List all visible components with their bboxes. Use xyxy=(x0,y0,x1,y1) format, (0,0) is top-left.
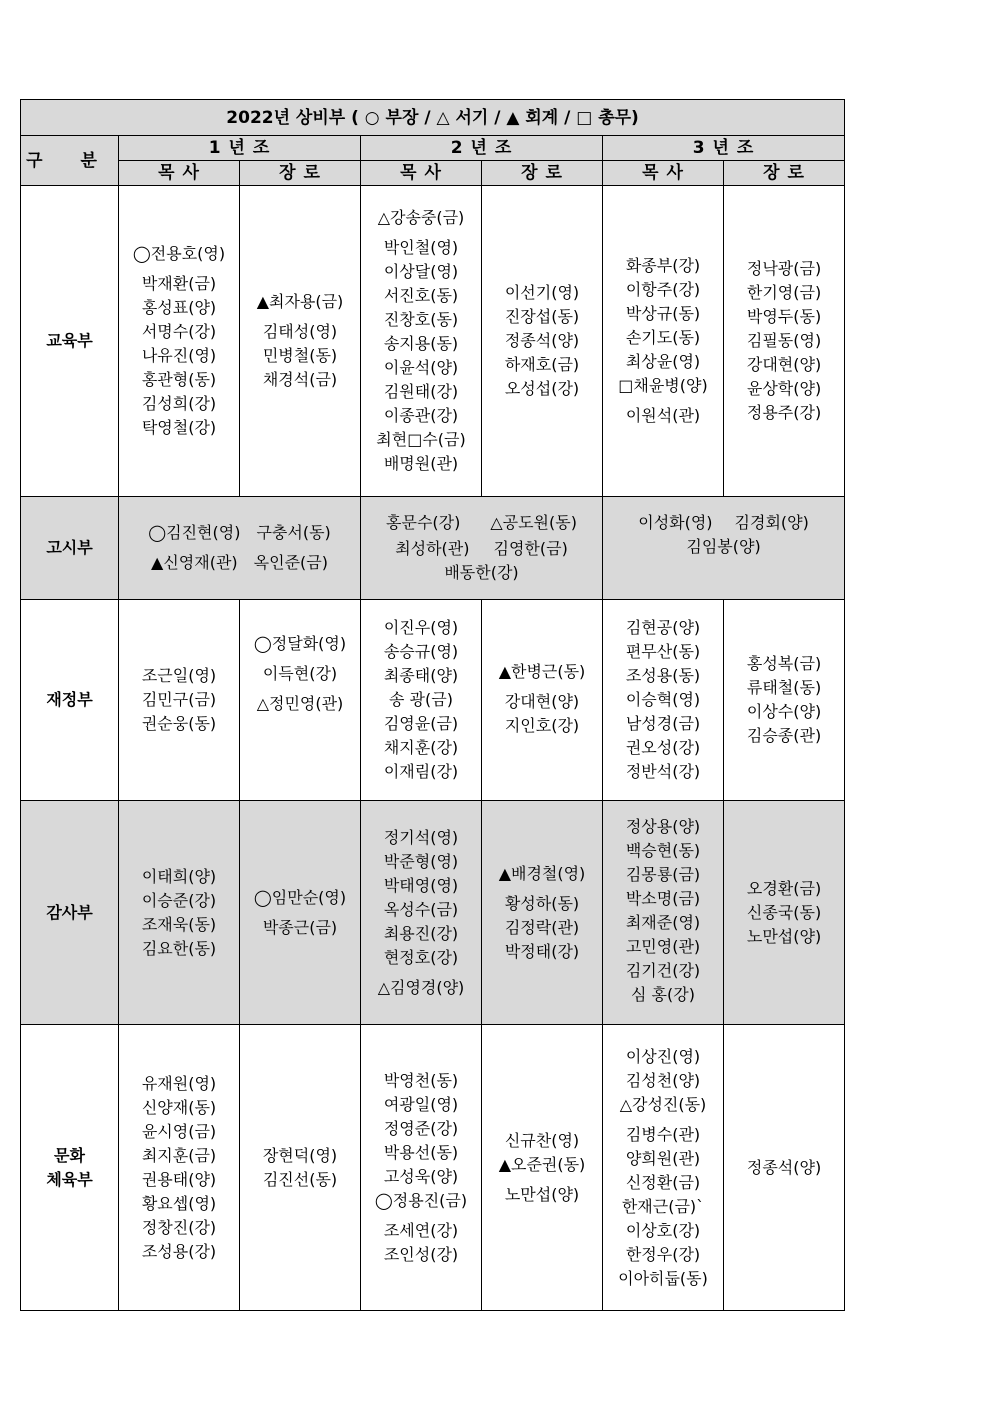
finance-y2-moksa xyxy=(361,600,482,801)
list-item: 박영천(동) xyxy=(383,1070,459,1090)
finance-y3-moksa xyxy=(603,600,724,801)
list-item: 최지훈(금) xyxy=(141,1145,217,1165)
list-item: 권오성(강) xyxy=(625,738,701,757)
list-item: ▲배경철(영) xyxy=(498,864,586,883)
audit-y2-moksa xyxy=(361,801,482,1025)
list-item: ▲한병근(동) xyxy=(498,662,586,681)
dept-culture-line2: 체육부 xyxy=(46,1169,93,1189)
list-item: 이성화(영) xyxy=(638,513,713,532)
list-item: 한재근(금)` xyxy=(621,1196,705,1216)
list-item: 채경석(금) xyxy=(262,370,338,389)
exam-year3 xyxy=(603,497,845,600)
dept-education: 교육부 xyxy=(21,186,119,497)
culture-y2-jangro xyxy=(482,1025,603,1311)
list-item: 한기영(금) xyxy=(746,283,822,302)
list-item: 홍문수(강) xyxy=(386,513,461,532)
education-y1-jangro xyxy=(240,186,361,497)
list-item: 이득현(강) xyxy=(262,664,338,683)
list-item: 이항주(강) xyxy=(625,280,701,299)
audit-y1-moksa xyxy=(119,801,240,1025)
list-item: 김요한(동) xyxy=(141,938,217,958)
list-item: 김몽룡(금) xyxy=(625,865,701,884)
list-item: 김태성(영) xyxy=(262,322,338,341)
list-item: 이아히둡(동) xyxy=(618,1268,708,1288)
list-item: ◯정용진(금) xyxy=(374,1190,468,1210)
list-item: 최재준(영) xyxy=(625,913,701,932)
y1-moksa-header: 목 사 xyxy=(119,161,240,186)
list-item: △강송중(금) xyxy=(377,208,465,227)
list-item: 송지용(동) xyxy=(383,334,459,353)
list-item: 양희원(관) xyxy=(625,1148,701,1168)
list-item: 진창호(동) xyxy=(383,310,459,329)
list-item: 진장섭(동) xyxy=(504,307,580,326)
gubun-header: 구 분 xyxy=(21,136,119,186)
list-item: 서진호(동) xyxy=(383,286,459,305)
list-item: △김영경(양) xyxy=(377,977,465,997)
list-item: 이진우(영) xyxy=(383,618,459,637)
dept-exam: 고시부 xyxy=(21,497,119,600)
list-item: 백승현(동) xyxy=(625,841,701,860)
list-item: 박상규(동) xyxy=(625,304,701,323)
list-item: 권용태(양) xyxy=(141,1169,217,1189)
dept-finance: 재정부 xyxy=(21,600,119,801)
list-item: 이태희(양) xyxy=(141,866,217,886)
list-item: 박용선(동) xyxy=(383,1142,459,1162)
audit-row xyxy=(21,801,845,1025)
list-item: 조인성(강) xyxy=(383,1244,459,1264)
list-item: 구충서(동) xyxy=(256,523,331,542)
list-item: ◯전용호(영) xyxy=(132,244,226,263)
list-item: 심 홍(강) xyxy=(631,985,695,1004)
list-item: 최상윤(영) xyxy=(625,352,701,371)
list-item: 유재원(영) xyxy=(141,1073,217,1093)
list-item: 이상진(영) xyxy=(625,1046,701,1066)
list-item: 신정환(금) xyxy=(625,1172,701,1192)
education-y3-moksa xyxy=(603,186,724,497)
list-item: 현정호(강) xyxy=(383,947,459,967)
year2-header: 2 년 조 xyxy=(361,136,603,161)
list-item: 강대현(양) xyxy=(504,692,580,711)
list-item: 배명원(관) xyxy=(383,454,459,473)
title-row xyxy=(21,100,845,136)
exam-year1 xyxy=(119,497,361,600)
list-item: 권순웅(동) xyxy=(141,714,217,733)
list-item: 한정우(강) xyxy=(625,1244,701,1264)
list-item: 정창진(강) xyxy=(141,1217,217,1237)
list-item: 노만섭(양) xyxy=(746,926,822,946)
education-y2-moksa xyxy=(361,186,482,497)
audit-y3-jangro xyxy=(724,801,845,1025)
finance-y2-jangro xyxy=(482,600,603,801)
culture-y1-jangro xyxy=(240,1025,361,1311)
list-item: 고성욱(양) xyxy=(383,1166,459,1186)
list-item: 정종석(양) xyxy=(504,331,580,350)
list-item: 박정태(강) xyxy=(504,942,580,961)
list-item: 송승규(영) xyxy=(383,642,459,661)
audit-y1-jangro xyxy=(240,801,361,1025)
dept-audit: 감사부 xyxy=(21,801,119,1025)
list-item: 이승준(강) xyxy=(141,890,217,910)
list-item: 정종석(양) xyxy=(746,1157,822,1177)
list-item: 강대현(양) xyxy=(746,355,822,374)
list-item: 황요셉(영) xyxy=(141,1193,217,1213)
list-item: 정기석(영) xyxy=(383,827,459,847)
list-item: 나유진(영) xyxy=(141,346,217,365)
y2-jangro-header: 장 로 xyxy=(482,161,603,186)
list-item: ▲오준권(동) xyxy=(498,1154,586,1174)
list-item: 김민구(금) xyxy=(141,690,217,709)
list-item: 옥성수(금) xyxy=(383,899,459,919)
list-item: 최현□수(금) xyxy=(376,430,466,449)
list-item: 김성천(양) xyxy=(625,1070,701,1090)
list-item: 편무산(동) xyxy=(625,642,701,661)
list-item: 조근일(영) xyxy=(141,666,217,685)
finance-y1-moksa xyxy=(119,600,240,801)
list-item: 박준형(영) xyxy=(383,851,459,871)
finance-row xyxy=(21,600,845,801)
y2-moksa-header: 목 사 xyxy=(361,161,482,186)
culture-row xyxy=(21,1025,845,1311)
list-item: 최성하(관) xyxy=(395,539,470,558)
dept-culture xyxy=(21,1025,119,1311)
list-item: 박종근(금) xyxy=(262,917,338,937)
list-item: 김현공(양) xyxy=(625,618,701,637)
role-header-row xyxy=(21,161,845,186)
list-item: 조세연(강) xyxy=(383,1220,459,1240)
list-item: 장현덕(영) xyxy=(262,1145,338,1165)
list-item: 손기도(동) xyxy=(625,328,701,347)
list-item: △공도원(동) xyxy=(490,513,577,532)
list-item: 최종태(양) xyxy=(383,666,459,685)
list-item: 정반석(강) xyxy=(625,762,701,781)
year1-header: 1 년 조 xyxy=(119,136,361,161)
list-item: 신종국(동) xyxy=(746,902,822,922)
list-item: 이윤석(양) xyxy=(383,358,459,377)
list-item: 조재욱(동) xyxy=(141,914,217,934)
education-y3-jangro xyxy=(724,186,845,497)
list-item: ◯임만순(영) xyxy=(253,887,347,907)
table-title: 2022년 상비부 ( ○ 부장 / △ 서기 / ▲ 회계 / □ 총무) xyxy=(21,100,845,136)
list-item: 김임봉(양) xyxy=(686,537,761,556)
exam-year2 xyxy=(361,497,603,600)
list-item: 김진선(동) xyxy=(262,1169,338,1189)
y1-jangro-header: 장 로 xyxy=(240,161,361,186)
list-item: 정상용(양) xyxy=(625,817,701,836)
list-item: 이상호(강) xyxy=(625,1220,701,1240)
list-item: 김승종(관) xyxy=(746,726,822,745)
list-item: 박소명(금) xyxy=(625,889,701,908)
dept-culture-line1: 문화 xyxy=(54,1145,85,1165)
list-item: 박태영(영) xyxy=(383,875,459,895)
list-item: 윤상학(양) xyxy=(746,379,822,398)
list-item: 박재환(금) xyxy=(141,274,217,293)
list-item: 정낙광(금) xyxy=(746,259,822,278)
list-item: 윤시영(금) xyxy=(141,1121,217,1141)
list-item: 채지훈(강) xyxy=(383,738,459,757)
finance-y3-jangro xyxy=(724,600,845,801)
list-item: 김경회(양) xyxy=(734,513,809,532)
list-item: 김병수(관) xyxy=(625,1124,701,1144)
list-item: 여광일(영) xyxy=(383,1094,459,1114)
list-item: 이종관(강) xyxy=(383,406,459,425)
list-item: 이선기(영) xyxy=(504,283,580,302)
list-item: 김정락(관) xyxy=(504,918,580,937)
list-item: 하재호(금) xyxy=(504,355,580,374)
list-item: 정영준(강) xyxy=(383,1118,459,1138)
list-item: 류태철(동) xyxy=(746,678,822,697)
list-item: 이원석(관) xyxy=(625,406,701,425)
list-item: 화종부(강) xyxy=(625,256,701,275)
culture-y3-jangro xyxy=(724,1025,845,1311)
year3-header: 3 년 조 xyxy=(603,136,845,161)
list-item: 김필동(영) xyxy=(746,331,822,350)
list-item: 정용주(강) xyxy=(746,403,822,422)
list-item: ▲신영재(관) xyxy=(151,553,238,572)
culture-y3-moksa xyxy=(603,1025,724,1311)
y3-jangro-header: 장 로 xyxy=(724,161,845,186)
education-row xyxy=(21,186,845,497)
list-item: 박인철(영) xyxy=(383,238,459,257)
list-item: △강성진(동) xyxy=(619,1094,707,1114)
list-item: 홍관형(동) xyxy=(141,370,217,389)
list-item: 최용진(강) xyxy=(383,923,459,943)
list-item: 고민영(관) xyxy=(625,937,701,956)
audit-y3-moksa xyxy=(603,801,724,1025)
list-item: 배동한(강) xyxy=(444,563,519,582)
list-item: 이상수(양) xyxy=(746,702,822,721)
list-item: 김성희(강) xyxy=(141,394,217,413)
list-item: 신양재(동) xyxy=(141,1097,217,1117)
list-item: 지인호(강) xyxy=(504,716,580,735)
list-item: 옥인준(금) xyxy=(253,553,328,572)
list-item: 박영두(동) xyxy=(746,307,822,326)
education-y1-moksa xyxy=(119,186,240,497)
list-item: 조성용(동) xyxy=(625,666,701,685)
list-item: 서명수(강) xyxy=(141,322,217,341)
committee-table xyxy=(20,99,845,1311)
list-item: 남성경(금) xyxy=(625,714,701,733)
list-item: 김영윤(금) xyxy=(383,714,459,733)
year-header-row xyxy=(21,136,845,161)
list-item: 이재림(강) xyxy=(383,762,459,781)
list-item: ◯김진현(영) xyxy=(148,523,241,542)
y3-moksa-header: 목 사 xyxy=(603,161,724,186)
list-item: 김기건(강) xyxy=(625,961,701,980)
list-item: ◯정달화(영) xyxy=(253,634,347,653)
list-item: 홍성복(금) xyxy=(746,654,822,673)
culture-y1-moksa xyxy=(119,1025,240,1311)
exam-row xyxy=(21,497,845,600)
list-item: 오성섭(강) xyxy=(504,379,580,398)
finance-y1-jangro xyxy=(240,600,361,801)
list-item: 오경환(금) xyxy=(746,878,822,898)
audit-y2-jangro xyxy=(482,801,603,1025)
list-item: 송 광(금) xyxy=(389,690,453,709)
culture-y2-moksa xyxy=(361,1025,482,1311)
list-item: 노만섭(양) xyxy=(504,1184,580,1204)
list-item: 이상달(영) xyxy=(383,262,459,281)
list-item: 홍성표(양) xyxy=(141,298,217,317)
education-y2-jangro xyxy=(482,186,603,497)
list-item: 황성하(동) xyxy=(504,894,580,913)
list-item: △정민영(관) xyxy=(256,694,344,713)
list-item: 신규찬(영) xyxy=(504,1130,580,1150)
list-item: 김원태(강) xyxy=(383,382,459,401)
list-item: 조성용(강) xyxy=(141,1241,217,1261)
list-item: □채윤병(양) xyxy=(618,376,708,395)
list-item: 민병철(동) xyxy=(262,346,338,365)
list-item: 이승혁(영) xyxy=(625,690,701,709)
list-item: 김영한(금) xyxy=(493,539,568,558)
list-item: ▲최자용(금) xyxy=(256,292,344,311)
list-item: 탁영철(강) xyxy=(141,418,217,437)
